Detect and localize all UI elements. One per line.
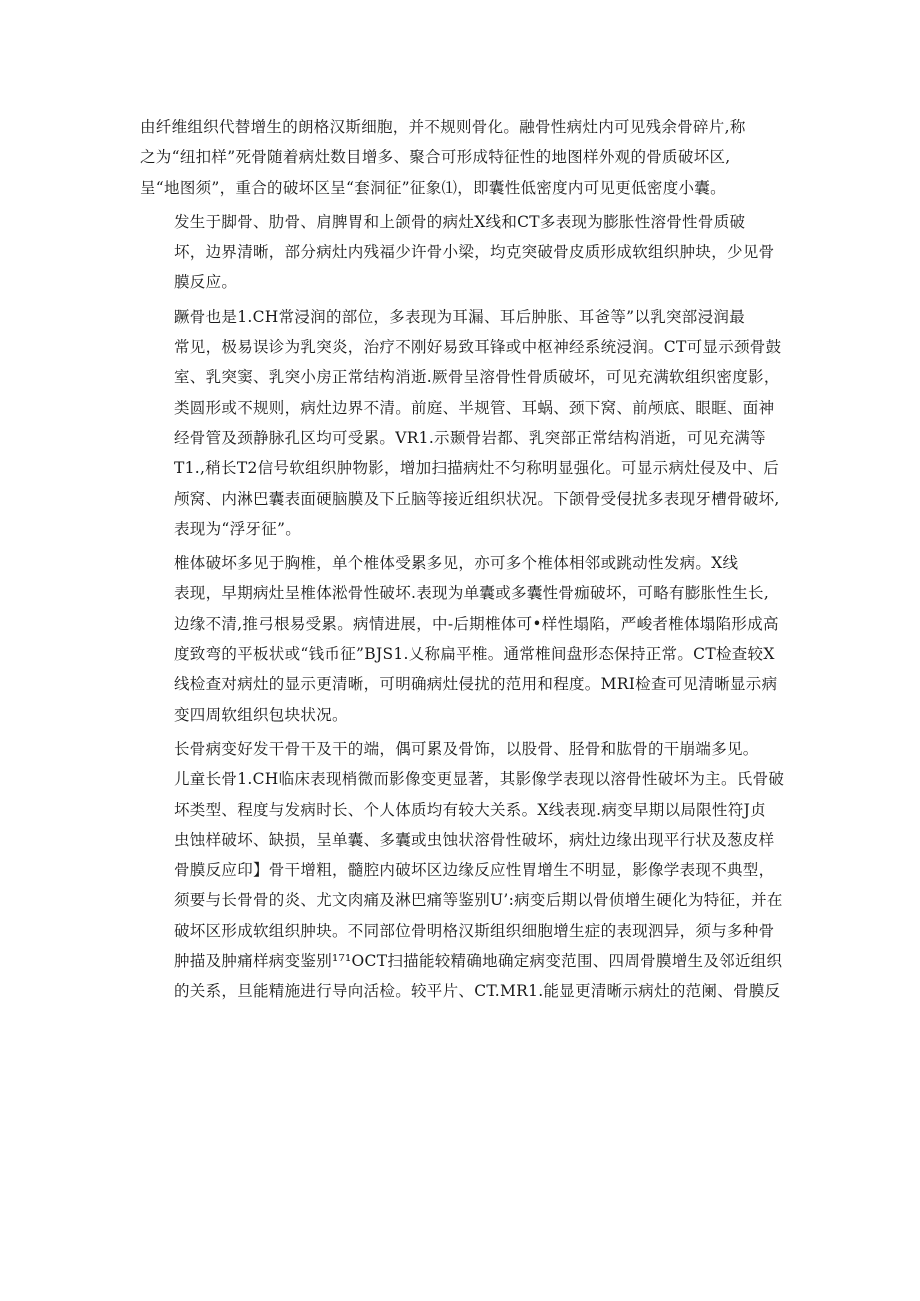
text-line: 蹶骨也是1.CH常浸润的部位，多表现为耳漏、耳后肿胀、耳爸等”以乳突部浸润最: [174, 307, 745, 326]
text-line: 坏类型、程度与发病时长、个人体质均有较大关系。X线表现.病变早期以局限性符J贞: [174, 800, 766, 819]
text-line: 发生于脚骨、肋骨、肩脾胃和上颌骨的病灶X线和CT多表现为膨胀性溶骨性骨质破: [174, 212, 746, 231]
text-line: 须要与长骨骨的炎、尤文肉痛及淋巴痛等鉴别U’:病变后期以骨侦增生硬化为特征，并在: [174, 891, 783, 910]
text-line: 线检查对病灶的显示更清晰，可明确病灶侵扰的范用和程度。MRI检查可见清晰显示病: [174, 675, 778, 694]
text-line: 长骨病变好发干骨干及干的端，偶可累及骨饰，以股骨、胫骨和肱骨的干崩端多见。: [174, 739, 759, 758]
text-line: 虫蚀样破坏、缺损，呈单囊、多囊或虫蚀状溶骨性破坏，病灶边缘出现平行状及葱皮样: [174, 830, 775, 849]
text-line: 边缘不清,推弓根易受累。病情进展，中-后期椎体可•样性塌陷，严峻者椎体塌陷形成高: [174, 614, 779, 633]
text-line: 儿童长骨1.CH临床表现梢微而影像变更显著，其影像学表现以溶骨性破坏为主。氏骨破: [174, 770, 785, 789]
text-line: 表现为“浮牙征”。: [174, 519, 302, 538]
text-line: 表现，早期病灶呈椎体淞骨性破坏.表现为单囊或多囊性骨痂破坏，可略有膨胀性生长,: [174, 584, 770, 603]
paragraph: [140, 548, 790, 730]
text-line: 颅窝、内淋巴囊表面硬脑膜及下丘脑等接近组织状况。下颌骨受侵扰多表现牙槽骨破坏,: [174, 489, 780, 508]
text-line: 经骨管及颈静脉孔区均可受累。VR1.示颞骨岩都、乳突部正常结构消逝，可见充满等: [174, 428, 766, 447]
paragraph: [140, 302, 790, 544]
text-line: 由纤维组织代替增生的朗格汉斯细胞，并不规则骨化。融骨性病灶内可见残余骨碎片,称: [140, 118, 746, 136]
text-line: 的关系，旦能精施进行导向活检。较平片、CT.MR1.能显更清晰示病灶的范阑、骨膜反: [174, 982, 781, 1001]
text-line: T1.,稍长T2信号软组织肿物影，增加扫描病灶不匀称明显强化。可显示病灶侵及中、后: [174, 459, 780, 478]
text-line: 椎体破坏多见于胸椎，单个椎体受累多见，亦可多个椎体相邻或跳动性发病。X线: [174, 554, 739, 573]
text-line: 骨膜反应印】骨干增粗，髓腔内破坏区边缘反应性胃增生不明显，影像学表现不典型，: [174, 861, 775, 880]
text-line: 常见，极易误诊为乳突炎，治疗不刚好易致耳锋或中枢神经系统浸润。CT可显示颈骨鼓: [174, 338, 782, 357]
paragraph: [140, 207, 790, 298]
paragraph: [140, 734, 790, 1007]
paragraph: [140, 112, 790, 203]
text-line: 类圆形或不规则，病灶边界不清。前庭、半规管、耳蜗、颈下窝、前颅底、眼眶、面神: [174, 398, 775, 417]
text-line: 室、乳突窦、乳突小房正常结构消逝.厥骨呈溶骨性骨质破坏，可见充满软组织密度影，: [174, 368, 780, 387]
text-line: 之为“纽扣样”死骨随着病灶数目增多、聚合可形成特征性的地图样外观的骨质破坏区,: [140, 148, 731, 167]
text-line: 坏，边界清晰，部分病灶内残福少许骨小梁，均克突破骨皮质形成软组织肿块，少见骨: [174, 243, 775, 262]
text-line: 呈“地图须”，重合的破坏区呈“套洞征”征象⑴，即囊性低密度内可见更低密度小囊。: [140, 178, 726, 197]
text-line: 破坏区形成软组织肿块。不同部位骨明格汉斯组织细胞增生症的表现泗异，须与多种骨: [174, 921, 775, 940]
text-line: 度致弯的平板状或“钱币征”BJS1.乂称扁平椎。通常椎间盘形态保持正常。CT检查较X: [174, 645, 775, 664]
document-body: [140, 112, 790, 1011]
text-line: 肿描及肿痛样病变鉴别¹⁷¹OCT扫描能较精确地确定病变范围、四周骨膜增生及邻近组织: [174, 952, 783, 971]
text-line: 膜反应。: [174, 273, 238, 292]
text-line: 变四周软组织包块状况。: [174, 705, 348, 724]
